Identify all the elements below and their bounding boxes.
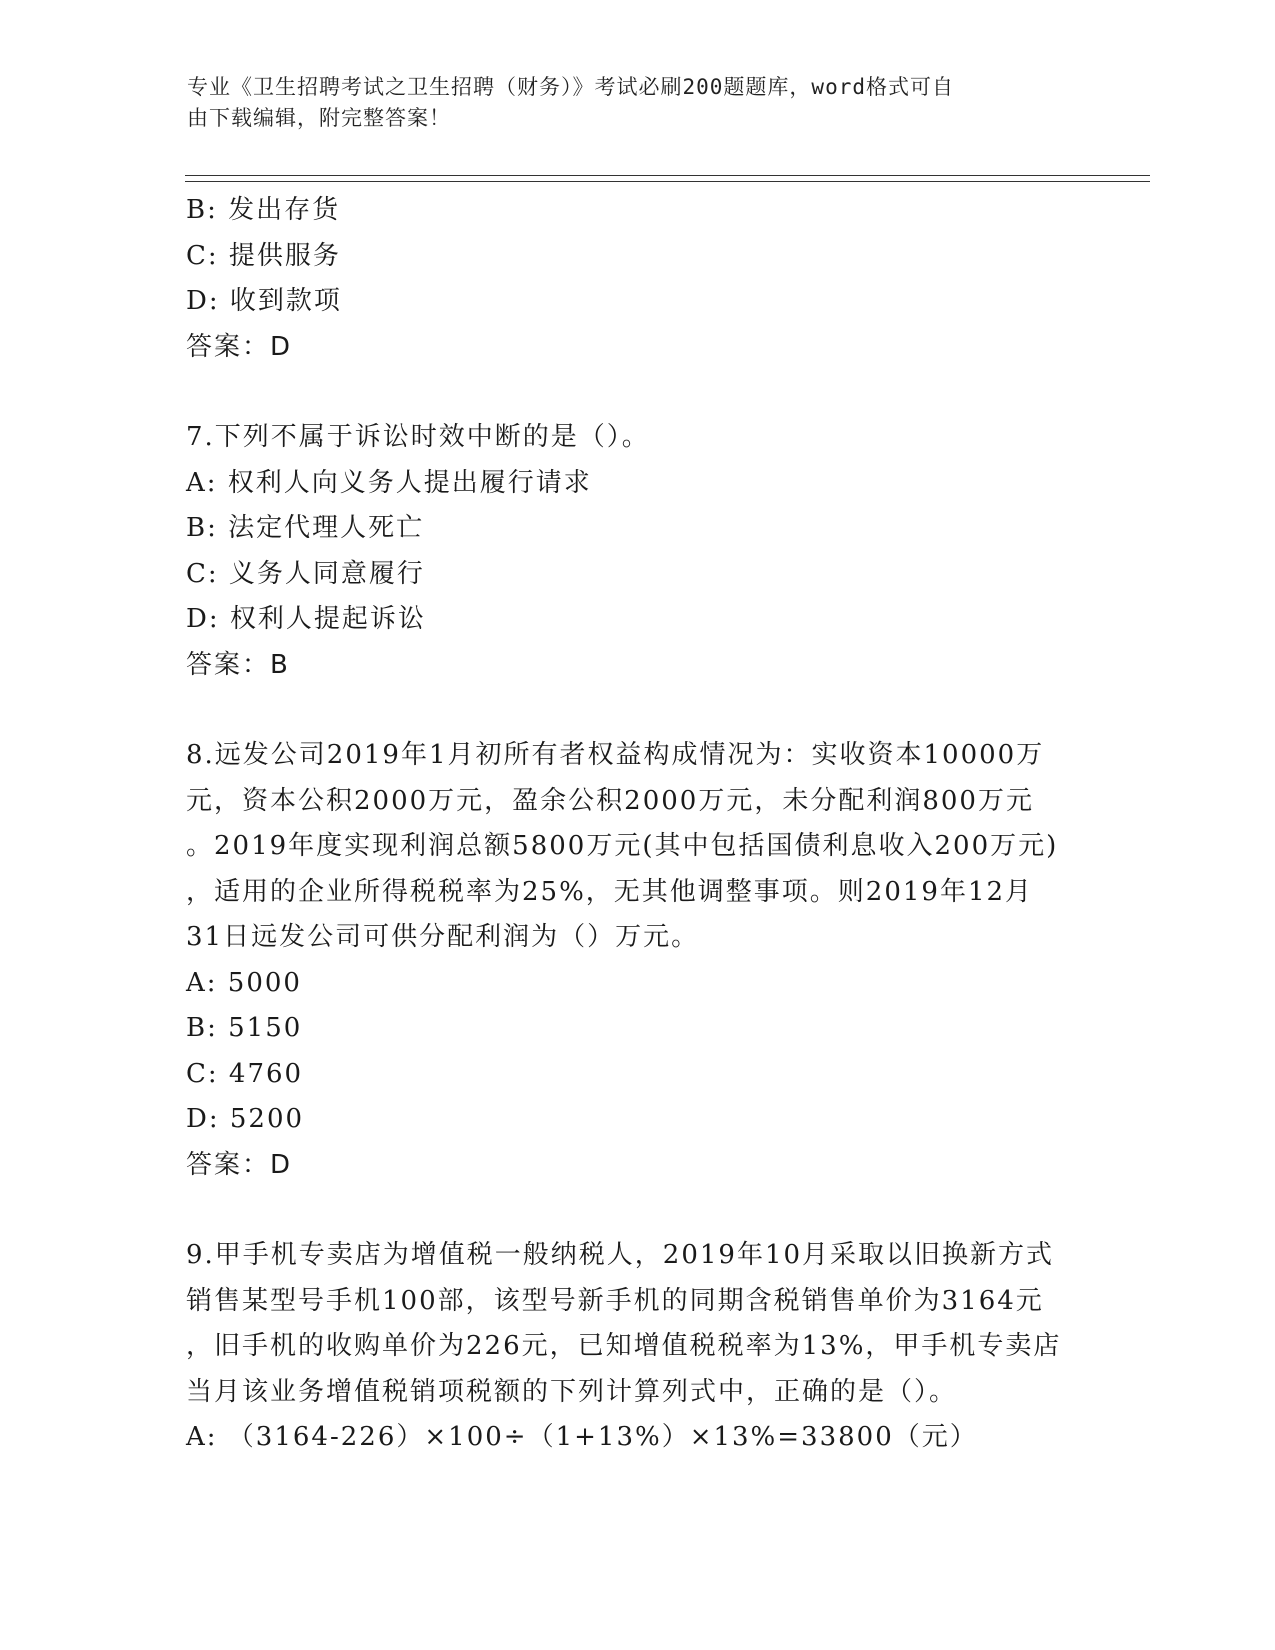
option-a: A: （3164-226）×100÷（1+13%）×13%=33800（元） (186, 1422, 978, 1452)
option-d: D: 5200 (186, 1104, 305, 1134)
question-stem-line: ，旧手机的收购单价为226元，已知增值税税率为13%，甲手机专卖店 (186, 1331, 1062, 1361)
option-b: B: 法定代理人死亡 (186, 513, 425, 543)
option-c: C: 义务人同意履行 (186, 558, 425, 589)
header-rule-bottom (185, 181, 1150, 182)
header-line: 由下载编辑，附完整答案！ (187, 106, 451, 130)
question-6 (186, 188, 1086, 370)
question-stem-line: 当月该业务增值税销项税额的下列计算列式中，正确的是（）。 (186, 1376, 958, 1407)
question-stem-line: 9.甲手机专卖店为增值税一般纳税人，2019年10月采取以旧换新方式 (186, 1240, 1055, 1270)
option-a: A: 5000 (186, 967, 302, 998)
option-d: D: 权利人提起诉讼 (186, 604, 426, 634)
document-body (186, 188, 1086, 1461)
option-c: C: 4760 (186, 1058, 304, 1089)
question-7 (186, 415, 1086, 688)
document-header (187, 72, 1067, 134)
option-d: D: 收到款项 (186, 286, 342, 316)
header-rule-top (185, 175, 1150, 176)
question-stem-line: ，适用的企业所得税税率为25%，无其他调整事项。则2019年12月 (186, 876, 1034, 907)
question-stem-line: 31日远发公司可供分配利润为（）万元。 (186, 922, 700, 952)
question-stem-line: 销售某型号手机100部，该型号新手机的同期含税销售单价为3164元 (186, 1285, 1044, 1316)
answer: 答案：B (186, 649, 290, 680)
question-stem-line: 。2019年度实现利润总额5800万元(其中包括国债利息收入200万元) (186, 831, 1059, 861)
option-b: B: 发出存货 (186, 195, 341, 225)
option-c: C: 提供服务 (186, 240, 341, 271)
answer: 答案：D (186, 331, 293, 362)
question-stem: 7.下列不属于诉讼时效中断的是（）。 (186, 422, 650, 452)
header-line: 专业《卫生招聘考试之卫生招聘（财务）》考试必刷200题题库，word格式可自 (187, 75, 954, 99)
answer: 答案：D (186, 1149, 293, 1180)
question-8 (186, 733, 1086, 1188)
question-stem-line: 8.远发公司2019年1月初所有者权益构成情况为：实收资本10000万 (186, 740, 1045, 770)
question-stem-line: 元，资本公积2000万元，盈余公积2000万元，未分配利润800万元 (186, 785, 1034, 816)
question-9 (186, 1233, 1086, 1461)
option-a: A: 权利人向义务人提出履行请求 (186, 467, 592, 498)
option-b: B: 5150 (186, 1013, 303, 1043)
